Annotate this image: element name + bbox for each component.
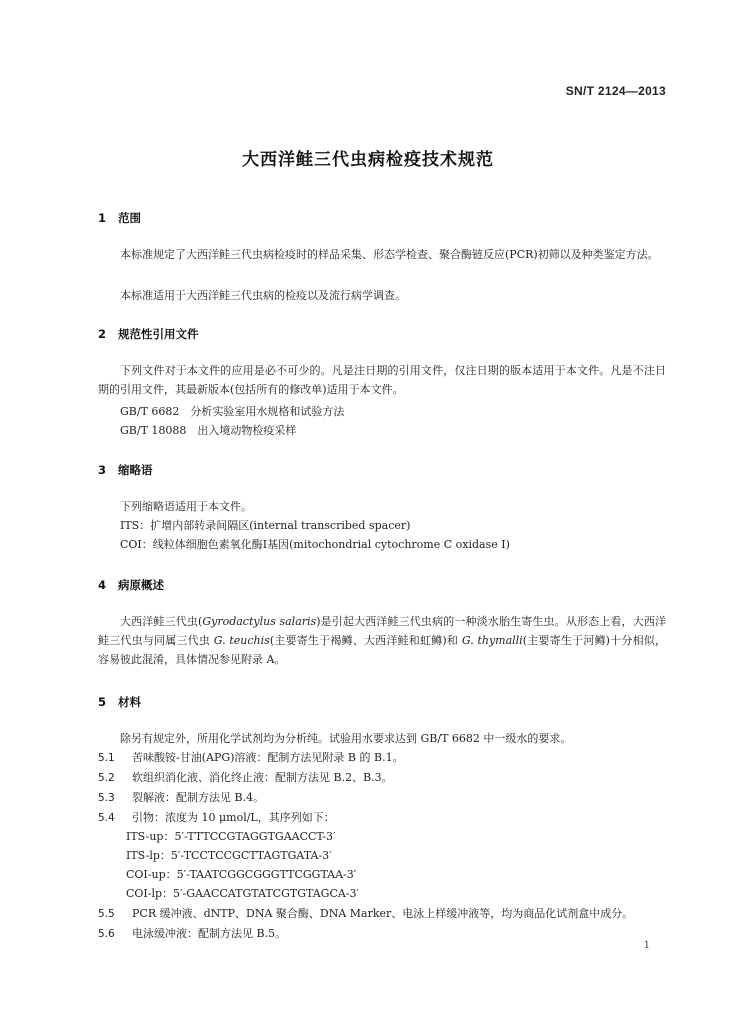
text-run: (主要寄生于褐鳟、大西洋鲑和虹鳟)和 — [269, 634, 462, 647]
abbreviation-line: ITS：扩增内部转录间隔区(internal transcribed spacer) — [120, 519, 411, 532]
material-item — [98, 924, 286, 944]
section-number: 2 — [98, 327, 107, 341]
material-item — [98, 768, 393, 788]
abbreviation-line: COⅠ：线粒体细胞色素氧化酶Ⅰ基因(mitochondrial cytochrome C oxidase Ⅰ) — [120, 538, 510, 551]
material-item — [98, 904, 633, 924]
section-heading-3 — [98, 462, 153, 478]
section-title: 材料 — [118, 695, 141, 709]
section-title: 缩略语 — [118, 463, 153, 477]
text-run: )是引起大西洋鲑三代虫病的一种淡水胎生寄生虫。从形态上看，大西洋鲑三代虫与同属三代虫 — [98, 615, 666, 647]
paragraph: 本标准适用于大西洋鲑三代虫病的检疫以及流行病学调查。 — [120, 289, 406, 302]
item-text: 裂解液：配制方法见 B.4。 — [132, 791, 265, 804]
paragraph: 本标准规定了大西洋鲑三代虫病检疫时的样品采集、形态学检查、聚合酶链反应(PCR)初筛以及种类鉴定方法。 — [120, 248, 659, 261]
paragraph: 下列文件对于本文件的应用是必不可少的。凡是注日期的引用文件，仅注日期的版本适用于本文件。凡是不注日期的引用文件，其最新版本(包括所有的修改单)适用于本文件。 — [98, 364, 666, 396]
document-title: 大西洋鲑三代虫病检疫技术规范 — [242, 150, 494, 170]
item-text: 苦味酸铵-甘油(APG)溶液：配制方法见附录 B 的 B.1。 — [132, 751, 404, 764]
item-text: 引物：浓度为 10 μmol/L，其序列如下： — [132, 811, 335, 824]
section-number: 4 — [98, 578, 107, 592]
paragraph: 除另有规定外，所用化学试剂均为分析纯。试验用水要求达到 GB/T 6682 中一级水的要求。 — [120, 732, 572, 745]
reference-item: GB/T 6682 分析实验室用水规格和试验方法 — [120, 405, 345, 418]
primer-sequence: ITS-up：5′-TTTCCGTAGGTGAACCT-3′ — [126, 830, 336, 843]
section-heading-1 — [98, 210, 141, 226]
item-text: PCR 缓冲液、dNTP、DNA 聚合酶、DNA Marker、电泳上样缓冲液等，均为商品化试剂盒中成分。 — [132, 907, 634, 920]
section-number: 3 — [98, 463, 107, 477]
species-name: Gyrodactylus salaris — [202, 615, 317, 628]
item-number: 5.3 — [98, 792, 115, 804]
item-number: 5.5 — [98, 908, 115, 920]
page-number: 1 — [643, 940, 650, 951]
material-item — [98, 748, 404, 768]
section-heading-4 — [98, 577, 164, 593]
section-title: 规范性引用文件 — [118, 327, 199, 341]
item-number: 5.1 — [98, 752, 115, 764]
section-title: 病原概述 — [118, 578, 164, 592]
section-heading-2 — [98, 326, 199, 342]
text-run: 大西洋鲑三代虫( — [120, 615, 203, 628]
item-number: 5.4 — [98, 812, 115, 824]
section-title: 范围 — [118, 211, 141, 225]
pathogen-paragraph — [98, 612, 666, 669]
text-run: (主要寄生于河鳟)十分相似，容易彼此混淆，具体情况参见附录 A。 — [98, 634, 666, 666]
section-number: 1 — [98, 211, 107, 225]
reference-item: GB/T 18088 出入境动物检疫采样 — [120, 424, 297, 437]
material-item — [98, 808, 335, 828]
primer-sequence: COⅠ-lp：5′-GAACCATGTATCGTGTAGCA-3′ — [126, 887, 360, 900]
species-name: G. teuchis — [213, 634, 270, 647]
abbreviation-line: 下列缩略语适用于本文件。 — [120, 500, 252, 513]
item-number: 5.2 — [98, 772, 115, 784]
section-heading-5 — [98, 694, 141, 710]
material-item — [98, 788, 264, 808]
item-number: 5.6 — [98, 928, 115, 940]
item-text: 电泳缓冲液：配制方法见 B.5。 — [132, 927, 287, 940]
section-number: 5 — [98, 695, 107, 709]
standard-code: SN/T 2124—2013 — [565, 84, 666, 98]
species-name: G. thymalli — [461, 634, 523, 647]
item-text: 软组织消化液、消化终止液：配制方法见 B.2、B.3。 — [132, 771, 393, 784]
primer-sequence: ITS-lp：5′-TCCTCCGCTTAGTGATA-3′ — [126, 849, 332, 862]
primer-sequence: COⅠ-up：5′-TAATCGGCGGGTTCGGTAA-3′ — [126, 868, 357, 881]
